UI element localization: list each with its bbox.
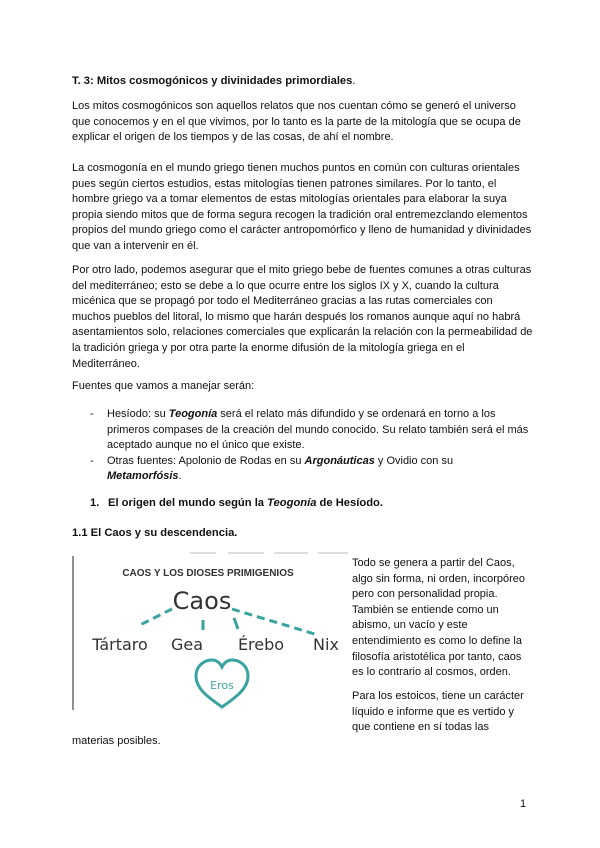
bullet-dash: - [90,454,94,467]
page-title [72,74,534,90]
paragraph-intro: Los mitos cosmogónicos son aquellos relatos que nos cuentan cómo se generó el universo que conocemos y en el que vivimos, por lo tanto es la parte de la mitología que se ocupa de explicar el origen de los tiempos y de las cosas, de ahí el nombre. [72,100,521,144]
bullet-text: será el relato más difundido y se ordenará en torno a los primeros compases de la creación del mundo conocido. Su relato también será el más aceptado aunque no el único que existe. [107,408,529,452]
diagram-root-caos: Caos [172,587,232,615]
work-title: Teogonía [267,497,317,509]
bullet-dash: - [90,408,94,420]
subsection-heading: 1.1 El Caos y su descendencia. [72,527,238,539]
paragraph-stoics: Para los estoicos, tiene un carácter líquido e informe que es vertido y que contiene en sí todas las [352,690,524,734]
paragraph-mediterranean: Por otro lado, podemos asegurar que el mito griego bebe de fuentes comunes a otras culturas del mediterráneo; esto se debe a lo que ocurre entre los siglos IX y X, cuando la cultura micénica que se propagó por todo el Mediterráneo gracias a las rutas comerciales con muchos pueblos del litoral, lo mismo que harán después los romanos aunque aquí no habrá asentamientos solo, relaciones comerciales que explicarán la relación con la permeabilidad de la tradición griega y por otra parte la enorme difusión de la mitología griega en el Mediterráneo. [72,264,533,370]
diagram-connector [138,609,172,626]
section-heading-text: de Hesíodo. [316,497,383,509]
section-number: 1. [90,497,100,509]
list-item [90,407,530,454]
paragraph-cosmogony: La cosmogonía en el mundo griego tienen muchos puntos en común con culturas orientales pues según ciertos estudios, estas mitologías tienen patrones similares. Por lo tanto, el hombre griego va a tomar elementos de estas mitologías orientales para elaborar la suya propia siendo mitos que de forma segura recogen la tradición oral entremezclando elementos propios del mundo griego como el carácter antropomórfico y lleno de humanidad y divinidades que van a intervenir en él. [72,162,532,252]
bullet-text: Hesíodo: su [107,408,169,420]
section-heading [90,497,383,509]
diagram-heart-eros: Eros [210,679,234,692]
title-text: T. 3: Mitos cosmogónicos y divinidades primordiales [72,75,353,87]
list-item [90,454,530,485]
work-title: Metamorfósis [107,470,179,483]
diagram-connector [234,618,238,629]
diagram-connector [232,609,318,635]
diagram-child-gea: Gea [170,635,204,654]
page-number: 1 [520,798,527,810]
sources-list [90,407,530,485]
bullet-text: y Ovidio con su [374,454,454,467]
section-heading-text: El origen del mundo según la [108,497,268,509]
paragraph-sources-intro: Fuentes que vamos a manejar serán: [72,380,255,392]
bullet-text: Otras fuentes: Apolonio de Rodas en su [107,454,305,467]
title-period: . [352,75,356,87]
work-title: Teogonía [168,408,218,420]
paragraph-continuation: materias posibles. [72,735,161,747]
paragraph-caos-description: Todo se genera a partir del Caos, algo sin forma, ni orden, incorpóreo pero con personalidad propia. También se entiende como un abismo, un vacío y este entendimiento es como lo define la filosofía aristotélica por tanto, caos es lo contrario al cosmos, orden. [352,557,526,679]
diagram-child-erebo: Érebo [237,635,285,654]
bullet-text: . [178,470,182,483]
work-title: Argonáuticas [304,454,375,467]
caos-diagram [72,552,350,714]
diagram-heading: CAOS Y LOS DIOSES PRIMIGENIOS [122,568,294,579]
diagram-child-nix: Nix [313,635,339,654]
diagram-child-tartaro: Tártaro [92,635,148,654]
